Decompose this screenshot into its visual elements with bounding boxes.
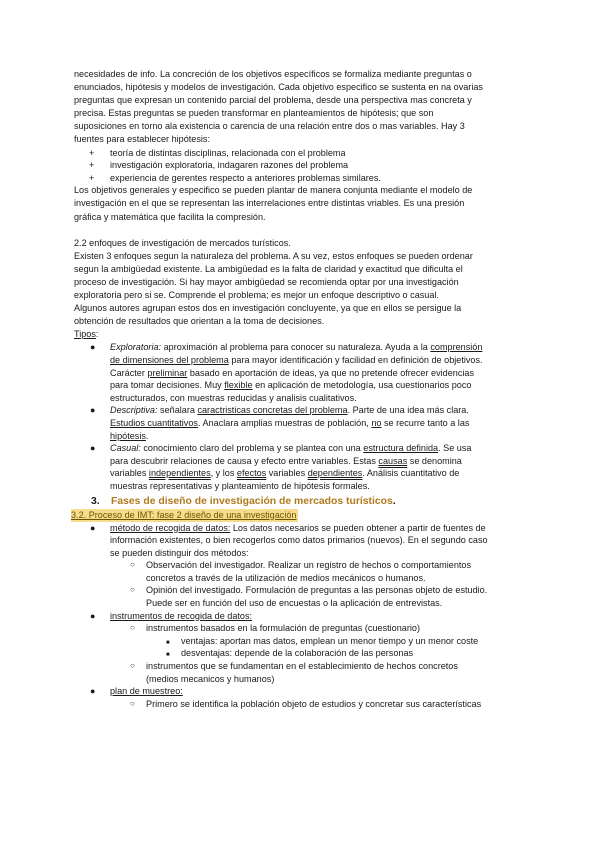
square-bullet-icon: ■ [166,652,170,659]
list-item-descriptiva: ● Descriptiva: señalara caractristicas concretas del problema. Parte de una idea más clara. Estudios cuantitativos. Anaclara amplias muestras de población, no se recurre tanto a las hipótesis. [90,405,470,441]
bullet-icon: ● [90,686,96,697]
term-label: método de recogida de datos: [110,522,231,533]
list-item-text: teoría de distintas disciplinas, relacionada con el problema [110,147,346,158]
list-item: ■ ventajas: aportan mas datos, emplean un menor tiempo y un menor coste [74,635,534,648]
circle-bullet-icon: ○ [130,560,135,570]
list-item [74,172,534,185]
circle-bullet-icon: ○ [130,623,135,633]
list-item: ■ desventajas: depende de la colaboración de las personas [74,647,534,660]
text-line: segun la ambigüedad existente. La ambigüedad es la falta de claridad y exactitud que dificulta el [74,263,463,274]
list-item [74,159,534,172]
list-item-metodo: ● método de recogida de datos: Los datos necesarios se pueden obtener a partir de fuentes de información existentes, o bien recogerlos como datos primarios (nuevos). En el segundo caso se pueden distinguir dos métodos: [90,522,488,558]
text-line: exploratoria pero si se. Comprende el problema; es mejor un enfoque descriptivo o casual. [74,290,439,300]
bullet-icon: ● [90,522,96,533]
circle-bullet-icon: ○ [130,698,135,708]
list-item: ○ Primero se identifica la población objeto de estudios y concretar sus características [130,698,482,709]
square-bullet-icon: ■ [166,639,170,646]
list-item: ○ Opinión del investigado. Formulación de preguntas a las personas objeto de estudio. Puede ser en función del uso de encuestas o la aplicación de entrevistas. [130,585,488,609]
text-line: preguntas que expresan un contenido parcial del problema, desde una perspectiva mas concreta y [74,95,472,106]
list-item-exploratoria: ● Exploratoria: aproximación al problema para conocer su naturaleza. Ayuda a la comprensión de dimensiones del problema para mayor identificación y facilidad en definición de objetivos. Carácter preliminar basado en aportación de ideas, ya que no pretende ofrecer evidencias para tomar decisiones. Muy flexible en aplicación de metodología, usa cuestionarios poco estructurados, con muestras reducidas y analisis cualitativos. [90,342,483,403]
term-label: plan de muestreo: [110,686,183,697]
section-number: 3. [91,495,100,507]
section-title: Fases de diseño de investigación de mercados turísticos [111,495,393,507]
plus-bullet-icon: + [89,172,95,183]
list-item-text: experiencia de gerentes respecto a anteriores problemas similares. [110,172,381,183]
document-page [71,68,534,710]
tipos-label: Tipos: [74,329,99,340]
plus-bullet-icon: + [89,160,95,171]
term-label: instrumentos de recogida de datos: [110,610,253,621]
term-label: Descriptiva: [110,405,158,416]
section-3-heading: 3. Fases de diseño de investigación de mercados turísticos. [91,495,396,507]
list-item: ○ instrumentos que se fundamentan en el establecimiento de hechos concretos (medios mecanicos y humanos) [130,661,458,684]
text-line: necesidades de info. La concreción de los objetivos específicos se formaliza mediante preguntas o [74,69,472,79]
plus-bullet-icon: + [89,147,95,158]
text-line: Los objetivos generales y especifico se pueden plantar de manera conjunta mediante el modelo de [74,185,473,196]
text-line: Existen 3 enfoques segun la naturaleza del problema. A su vez, estos enfoques se pueden ordenar [74,250,473,261]
term-label: Casual: [110,443,141,454]
list-item [74,147,534,160]
list-item-muestreo [74,685,534,698]
text-line: Algunos autores agrupan estos dos en investigación concluyente, ya que en ellos se persigue la [74,303,462,314]
circle-bullet-icon: ○ [130,661,135,671]
intro-paragraph [74,68,534,147]
subsection-3-2-heading: 3.2. Proceso de IMT: fase 2 diseño de una investigación [71,509,297,520]
section-heading: 2.2 enfoques de investigación de mercados turísticos. [74,237,291,248]
closing-paragraph [74,184,534,223]
list-item-instrumentos [74,610,534,623]
bullet-icon: ● [90,443,96,454]
circle-bullet-icon: ○ [130,585,135,595]
list-item-text: investigación exploratoria, indagaren razones del problema [110,160,349,171]
bullet-icon: ● [90,342,96,353]
list-item-casual: ● Casual: conocimiento claro del problema y se plantea con una estructura definida. Se usa para descubrir relaciones de causa y efecto entre variables. Estas causas se denomina variables independientes, y los efectos variables dependientes. Análisis cuantitativo de muestras representativas y planteamiento de hipótesis formales. [90,443,472,491]
text-line: suposiciones en torno ala existencia o carencia de una relación entre dos o mas variables. Hay 3 [74,121,465,132]
text-line: fuentes para establecer hipótesis: [74,134,210,145]
list-item: ○ Observación del investigador. Realizar un registro de hechos o comportamientos concretos a través de la utilización de medios mecánicos o humanos. [130,560,472,583]
text-line: precisa. Estas preguntas se pueden transformar en planteamientos de hipótesis; que son [74,108,434,119]
text-line: proceso de investigación. Si hay mayor ambigüedad se recomienda optar por una investigación [74,276,459,287]
section-2-2 [74,237,534,342]
bullet-icon: ● [90,610,96,621]
text-line: investigación en el que se representan las interrelaciones entre distintas vriables. Es una presión [74,198,465,209]
text-line: enunciados, hipótesis y modelos de investigación. Cada objetivo especifico se sustenta en na ovarias [74,82,483,93]
term-label: Exploratoria: [110,342,162,353]
text-line: gráfica y matemática que facilita la compresión. [74,211,266,222]
list-item: ○ instrumentos basados en la formulación de preguntas (cuestionario) [130,623,420,634]
bullet-icon: ● [90,405,96,416]
text-line: obtención de resultados que orientan a la toma de decisiones. [74,316,325,327]
